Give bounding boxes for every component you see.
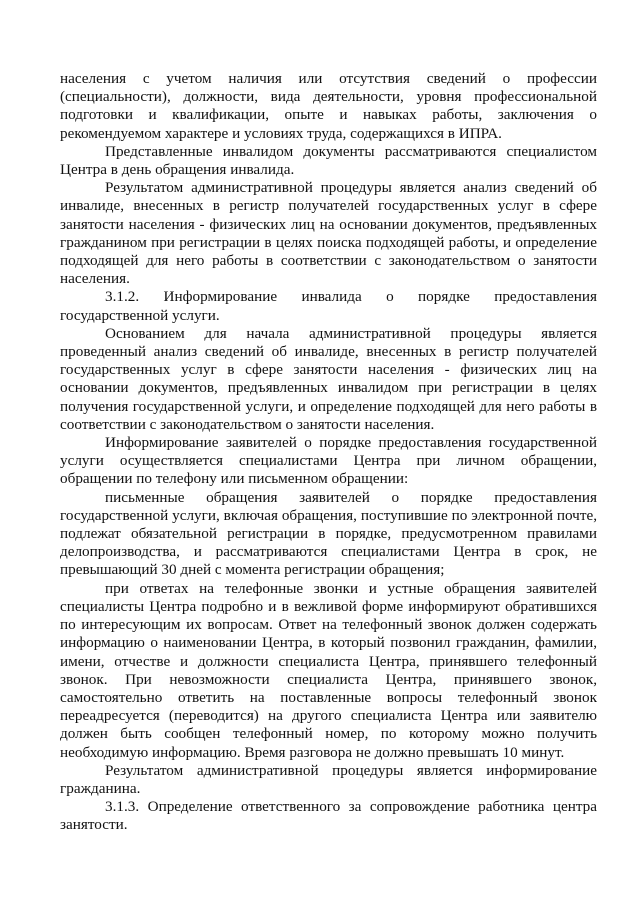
paragraph: Основанием для начала административной процедуры является проведенный анализ сведений об инвалиде, внесенных в регистр получателей государственных услуг в сфере занятости населения - физических лиц на основании документов, предъявленных инвалидом при регистрации в целях получения государственной услуги, и определение подходящей для него работы в соответствии с законодательством о занятости населения.	[60, 324, 597, 433]
paragraph: Результатом административной процедуры является анализ сведений об инвалиде, внесенных в регистр получателей государственных услуг в сфере занятости населения - физических лиц на основании документов, предъявленных гражданином при регистрации в целях поиска подходящей работы, и определение подходящей для него работы в соответствии с законодательством о занятости населения.	[60, 179, 597, 288]
paragraph: Результатом административной процедуры является информирование гражданина.	[60, 761, 597, 797]
section-heading-3-1-3: 3.1.3. Определение ответственного за сопровождение работника центра занятости.	[60, 798, 597, 834]
section-heading-3-1-2: 3.1.2. Информирование инвалида о порядке предоставления государственной услуги.	[60, 288, 597, 324]
paragraph: Информирование заявителей о порядке предоставления государственной услуги осуществляется специалистами Центра при личном обращении, обращении по телефону или письменном обращении:	[60, 434, 597, 488]
document-body	[60, 70, 597, 835]
paragraph: Представленные инвалидом документы рассматриваются специалистом Центра в день обращения инвалида.	[60, 142, 597, 179]
paragraph-continuation: населения с учетом наличия или отсутствия сведений о профессии (специальности), должности, вида деятельности, уровня профессиональной подготовки и квалификации, опыте и навыках работы, заключения о рекомендуемом характере и условиях труда, содержащихся в ИПРА.	[60, 70, 597, 142]
list-item: при ответах на телефонные звонки и устные обращения заявителей специалисты Центра подробно и в вежливой форме информируют обратившихся по интересующим их вопросам. Ответ на телефонный звонок должен содержать информацию о наименовании Центра, в который позвонил гражданин, фамилии, имени, отчестве и должности специалиста Центра, принявшего телефонный звонок. При невозможности специалиста Центра, принявшего звонок, самостоятельно ответить на поставленные вопросы телефонный звонок переадресуется (переводится) на другого специалиста Центра или заявителю должен быть сообщен телефонный номер, по которому можно получить необходимую информацию. Время разговора не должно превышать 10 минут.	[60, 579, 597, 761]
list-item: письменные обращения заявителей о порядке предоставления государственной услуги, включая обращения, поступившие по электронной почте, подлежат обязательной регистрации в порядке, предусмотренном правилами делопроизводства, и рассматриваются специалистами Центра в срок, не превышающий 30 дней с момента регистрации обращения;	[60, 488, 597, 579]
